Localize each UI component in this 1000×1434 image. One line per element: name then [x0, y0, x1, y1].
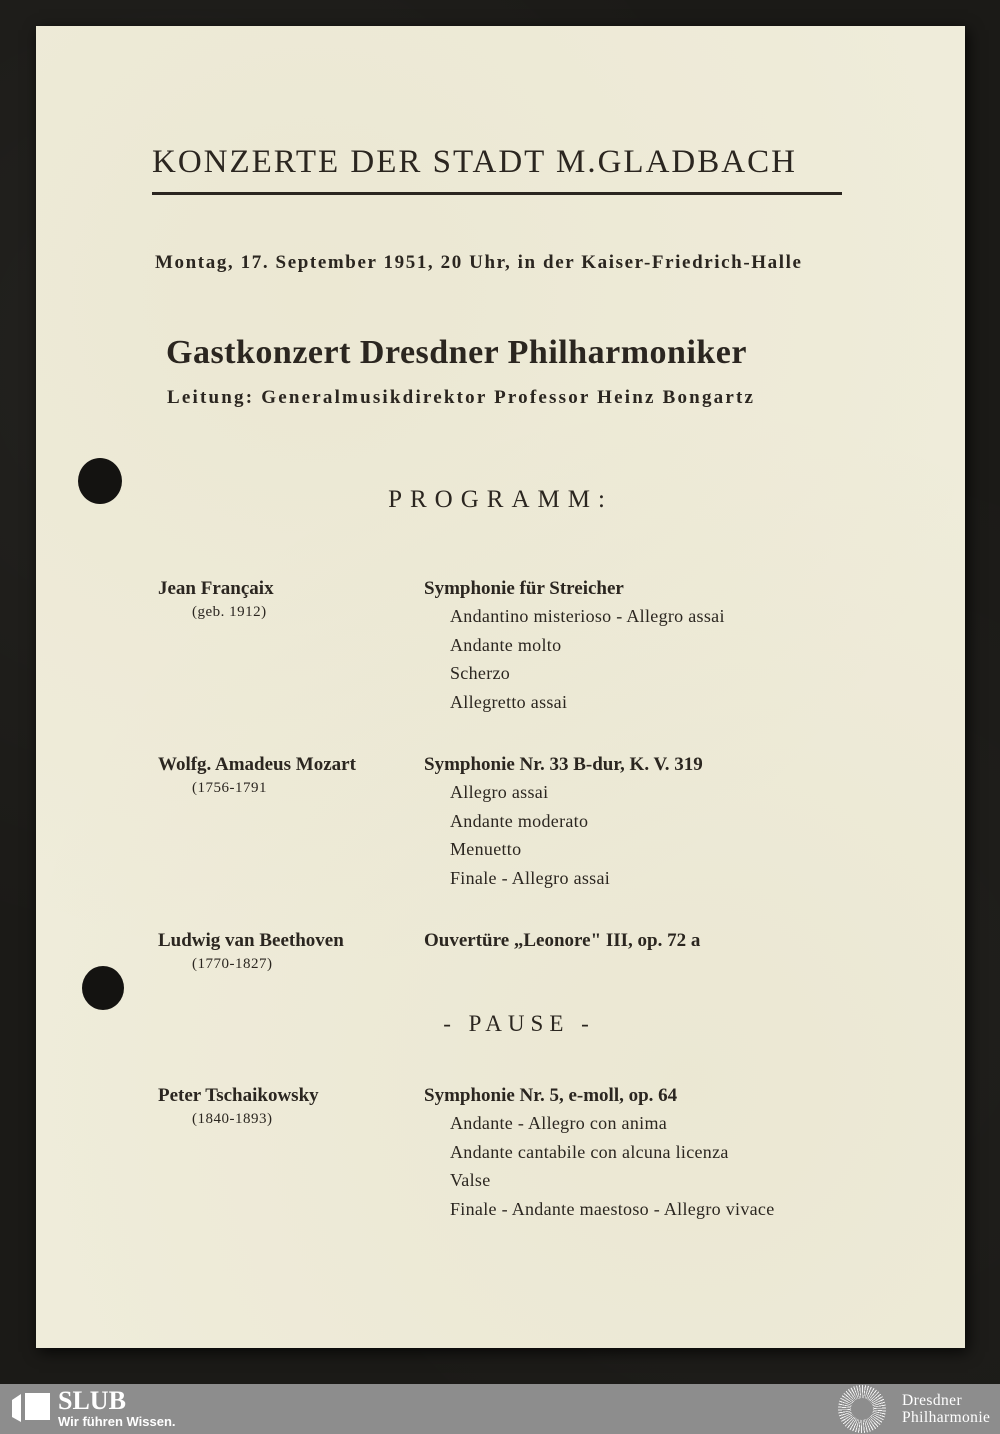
slub-book-icon [12, 1391, 50, 1430]
conductor-line: Leitung: Generalmusikdirektor Professor Heinz Bongartz [167, 387, 756, 408]
viewer-footer-bar [0, 1384, 1000, 1434]
starburst-icon [838, 1385, 886, 1433]
movement-list [450, 1109, 880, 1223]
work-title: Symphonie Nr. 33 B-dur, K. V. 319 [424, 754, 703, 775]
movement-list [450, 602, 880, 716]
concert-title: Gastkonzert Dresdner Philharmoniker [166, 334, 747, 371]
movement-line: Scherzo [450, 663, 511, 683]
composer-column [158, 752, 424, 892]
dp-line1: Dresdner [902, 1392, 963, 1409]
composer-name: Ludwig van Beethoven [158, 930, 344, 951]
composer-column [158, 928, 424, 975]
program-entry [158, 1083, 880, 1223]
composer-name: Peter Tschaikowsky [158, 1085, 319, 1106]
pause-label: - PAUSE - [443, 1011, 595, 1036]
concert-date-line: Montag, 17. September 1951, 20 Uhr, in der Kaiser-Friedrich-Halle [155, 252, 803, 273]
work-title: Symphonie für Streicher [424, 578, 624, 599]
composer-column [158, 1083, 424, 1223]
punch-hole [82, 966, 124, 1010]
movement-line: Andante cantabile con alcuna licenza [450, 1141, 729, 1162]
composer-dates: (1840-1893) [192, 1111, 273, 1127]
movement-line: Allegretto assai [450, 691, 568, 712]
work-title: Ouvertüre „Leonore" III, op. 72 a [424, 930, 701, 951]
movement-line: Finale - Andante maestoso - Allegro vivace [450, 1198, 775, 1219]
movement-line: Allegro assai [450, 782, 549, 802]
work-title: Symphonie Nr. 5, e-moll, op. 64 [424, 1085, 678, 1106]
program-heading: PROGRAMM: [388, 486, 613, 513]
composer-dates: (1756-1791 [192, 780, 267, 796]
program-entry [158, 752, 880, 892]
slub-logo[interactable] [12, 1388, 176, 1430]
movement-line: Andante moderato [450, 810, 589, 831]
program-entry [158, 928, 880, 975]
composer-name: Wolfg. Amadeus Mozart [158, 754, 356, 775]
dresdner-philharmonie-logo[interactable] [838, 1385, 990, 1433]
dresdner-philharmonie-wordmark [902, 1392, 990, 1426]
movement-line: Valse [450, 1170, 491, 1190]
movement-line: Menuetto [450, 839, 522, 859]
dp-line2: Philharmonie [902, 1409, 991, 1426]
composer-name: Jean Françaix [158, 578, 274, 599]
composer-dates: (1770-1827) [192, 956, 273, 972]
composer-dates: (geb. 1912) [192, 604, 267, 620]
slub-wordmark [58, 1388, 176, 1430]
program-entry [158, 576, 880, 716]
movement-line: Finale - Allegro assai [450, 867, 611, 888]
movement-line: Andante - Allegro con anima [450, 1113, 668, 1133]
composer-column [158, 576, 424, 716]
movement-list [450, 778, 880, 892]
work-column [424, 752, 880, 892]
movement-line: Andante molto [450, 634, 562, 655]
slub-name: SLUB [58, 1386, 126, 1415]
work-column [424, 576, 880, 716]
scanned-program-page [36, 26, 965, 1348]
work-column [424, 1083, 880, 1223]
movement-line: Andantino misterioso - Allegro assai [450, 606, 725, 626]
page-title: KONZERTE DER STADT M.GLADBACH [152, 144, 842, 195]
slub-tagline: Wir führen Wissen. [58, 1414, 176, 1429]
work-column [424, 928, 880, 975]
program-list [158, 576, 880, 1259]
